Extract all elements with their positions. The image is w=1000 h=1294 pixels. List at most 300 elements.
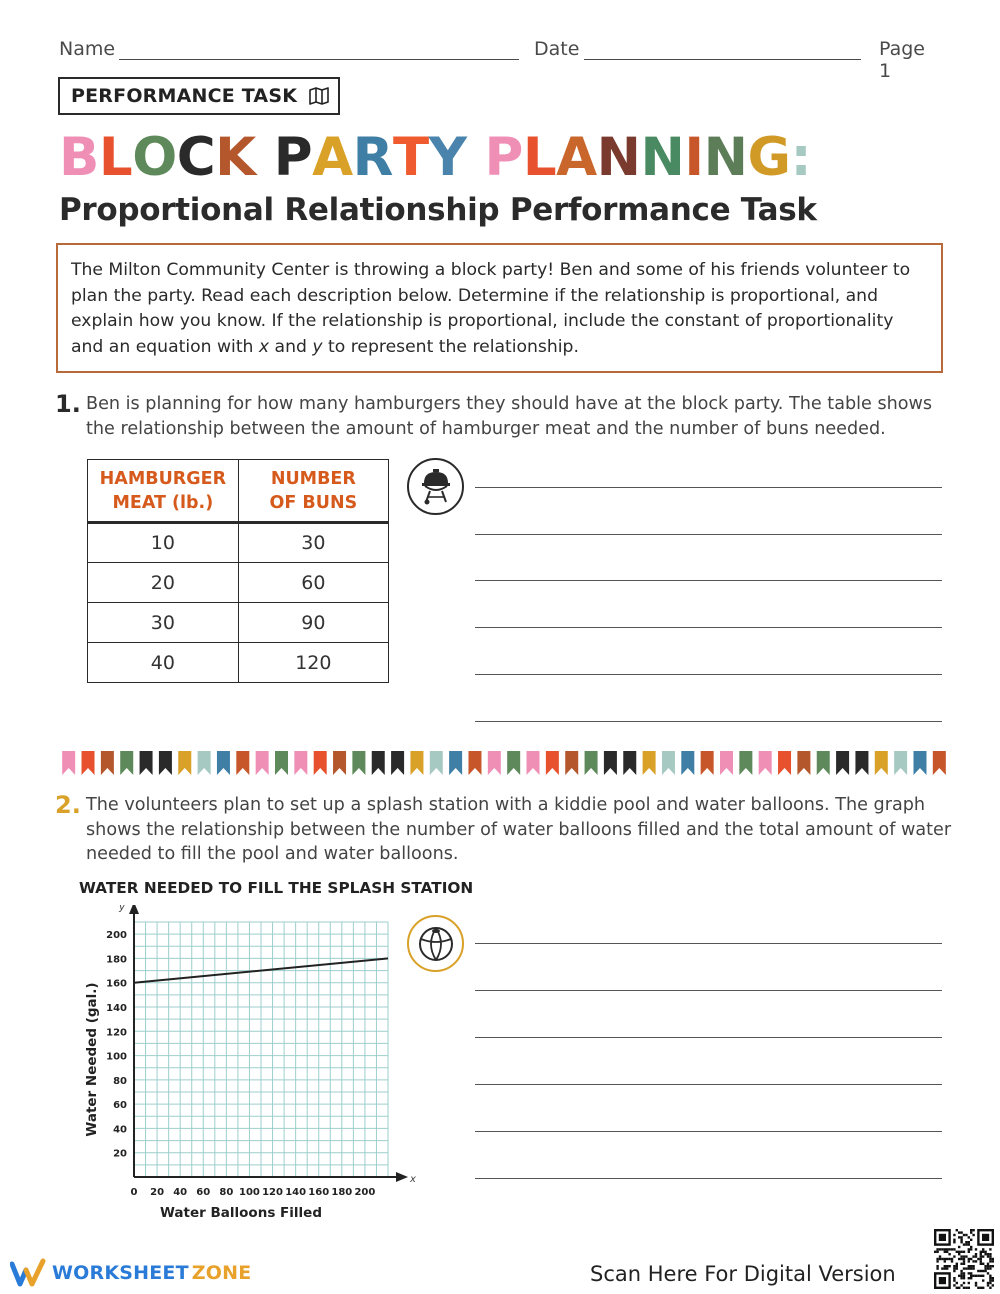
- bunting-flag: [468, 751, 481, 775]
- qr-module: [975, 1255, 977, 1257]
- question-2-text: The volunteers plan to set up a splash station with a kiddie pool and water balloons. The graph shows the relationship between the number of water balloons filled and the total amount of water needed to fill the pool and water balloons.: [86, 795, 952, 864]
- title-letter: N: [596, 127, 641, 188]
- qr-module: [982, 1251, 984, 1253]
- map-icon: [309, 87, 329, 105]
- qr-module: [934, 1251, 936, 1253]
- qr-module: [953, 1267, 955, 1269]
- qr-module: [963, 1267, 965, 1269]
- qr-module: [944, 1267, 946, 1269]
- title-letter: K: [215, 127, 256, 188]
- y-tick-label: 140: [106, 1003, 127, 1014]
- qr-module: [989, 1277, 991, 1279]
- answer-line[interactable]: [475, 487, 942, 488]
- qr-module: [977, 1287, 979, 1289]
- title-letter: P: [484, 127, 523, 188]
- qr-module: [939, 1248, 941, 1250]
- qr-module: [992, 1265, 994, 1267]
- qr-module: [960, 1255, 962, 1257]
- qr-module: [953, 1248, 955, 1250]
- qr-module: [948, 1248, 950, 1250]
- qr-module: [953, 1239, 955, 1241]
- qr-module: [982, 1279, 984, 1281]
- qr-module: [989, 1255, 991, 1257]
- qr-module: [989, 1287, 991, 1289]
- qr-finder: [982, 1234, 989, 1241]
- qr-module: [977, 1275, 979, 1277]
- qr-module: [968, 1265, 970, 1267]
- qr-module: [968, 1272, 970, 1274]
- qr-module: [941, 1248, 943, 1250]
- instructions-box: [56, 243, 943, 373]
- qr-module: [970, 1277, 972, 1279]
- qr-module: [970, 1229, 972, 1231]
- qr-module: [975, 1282, 977, 1284]
- title-word: [59, 127, 256, 188]
- qr-module: [989, 1267, 991, 1269]
- qr-module: [980, 1251, 982, 1253]
- qr-module: [977, 1258, 979, 1260]
- answer-line[interactable]: [475, 990, 942, 991]
- bunting-flag: [236, 751, 249, 775]
- x-axis-letter: x: [410, 1174, 416, 1185]
- qr-module: [948, 1265, 950, 1267]
- x-tick-label: 40: [173, 1187, 188, 1198]
- qr-module: [960, 1239, 962, 1241]
- answer-line[interactable]: [475, 674, 942, 675]
- qr-module: [958, 1251, 960, 1253]
- qr-module: [953, 1241, 955, 1243]
- qr-module: [972, 1267, 974, 1269]
- qr-module: [970, 1272, 972, 1274]
- title-letter: L: [522, 127, 557, 188]
- title-letter: N: [640, 127, 685, 188]
- table-row: 20 60: [88, 563, 389, 603]
- qr-module: [965, 1267, 967, 1269]
- bunting-flag: [333, 751, 346, 775]
- table-row: 40 120: [88, 643, 389, 683]
- qr-module: [992, 1258, 994, 1260]
- worksheet-zone-logo[interactable]: [10, 1258, 251, 1288]
- title-letter: B: [59, 127, 99, 188]
- qr-finder: [939, 1277, 946, 1284]
- qr-module: [977, 1270, 979, 1272]
- qr-code-icon[interactable]: [934, 1229, 994, 1289]
- bunting-flag: [352, 751, 365, 775]
- qr-module: [982, 1270, 984, 1272]
- x-tick-label: 140: [285, 1187, 307, 1198]
- bunting-flag: [217, 751, 230, 775]
- qr-module: [965, 1234, 967, 1236]
- title-letter: R: [352, 127, 393, 188]
- qr-module: [960, 1275, 962, 1277]
- name-label: Name: [59, 38, 116, 60]
- qr-module: [936, 1248, 938, 1250]
- title-word: [274, 127, 467, 188]
- title-letter: C: [176, 127, 216, 188]
- qr-module: [982, 1275, 984, 1277]
- bunting-flag: [294, 751, 307, 775]
- qr-module: [984, 1253, 986, 1255]
- worksheet-zone-logo-icon: [10, 1258, 46, 1288]
- qr-module: [968, 1282, 970, 1284]
- y-tick-label: 60: [113, 1100, 127, 1112]
- bunting-flag: [410, 751, 423, 775]
- chart-title: WATER NEEDED TO FILL THE SPLASH STATION: [79, 879, 474, 897]
- qr-module: [975, 1260, 977, 1262]
- qr-module: [975, 1284, 977, 1286]
- tag-label: PERFORMANCE TASK: [71, 85, 298, 107]
- qr-module: [970, 1246, 972, 1248]
- y-tick-label: 200: [106, 930, 127, 942]
- qr-module: [992, 1277, 994, 1279]
- table-row: 30 90: [88, 603, 389, 643]
- qr-module: [972, 1260, 974, 1262]
- table-header-buns: NUMBER OF BUNS: [238, 460, 388, 523]
- qr-module: [989, 1253, 991, 1255]
- qr-module: [970, 1267, 972, 1269]
- qr-module: [972, 1255, 974, 1257]
- qr-module: [953, 1277, 955, 1279]
- bunting-flag: [701, 751, 714, 775]
- qr-module: [989, 1265, 991, 1267]
- bunting-flag: [662, 751, 675, 775]
- qr-module: [987, 1284, 989, 1286]
- x-axis-arrow: [396, 1172, 408, 1182]
- y-axis-arrow: [129, 905, 139, 914]
- intro-x: x: [258, 336, 270, 357]
- title-word: [484, 127, 811, 188]
- qr-module: [960, 1236, 962, 1238]
- qr-module: [984, 1265, 986, 1267]
- qr-module: [958, 1246, 960, 1248]
- x-tick-label: 0: [130, 1187, 138, 1198]
- question-1-number: 1.: [55, 390, 81, 418]
- qr-module: [951, 1260, 953, 1262]
- qr-module: [965, 1243, 967, 1245]
- beach-ball-icon: [407, 915, 464, 972]
- qr-module: [965, 1255, 967, 1257]
- answer-line[interactable]: [475, 580, 942, 581]
- bunting-flag: [739, 751, 752, 775]
- qr-module: [989, 1275, 991, 1277]
- qr-module: [939, 1255, 941, 1257]
- y-tick-label: 20: [113, 1148, 127, 1160]
- qr-module: [963, 1282, 965, 1284]
- y-tick-label: 160: [106, 978, 127, 990]
- qr-module: [946, 1248, 948, 1250]
- date-label: Date: [534, 38, 580, 60]
- qr-module: [963, 1258, 965, 1260]
- qr-module: [989, 1279, 991, 1281]
- bunting-flag: [759, 751, 772, 775]
- qr-module: [980, 1260, 982, 1262]
- answer-line[interactable]: [475, 1037, 942, 1038]
- qr-module: [944, 1265, 946, 1267]
- qr-module: [989, 1248, 991, 1250]
- qr-module: [956, 1251, 958, 1253]
- qr-module: [944, 1248, 946, 1250]
- qr-module: [958, 1231, 960, 1233]
- qr-module: [956, 1229, 958, 1231]
- qr-module: [984, 1251, 986, 1253]
- qr-module: [936, 1258, 938, 1260]
- page-title: [59, 127, 889, 189]
- x-tick-label: 200: [354, 1187, 376, 1198]
- bunting-flag: [875, 751, 888, 775]
- qr-module: [953, 1270, 955, 1272]
- qr-module: [970, 1231, 972, 1233]
- qr-module: [946, 1265, 948, 1267]
- bunting-flag: [391, 751, 404, 775]
- qr-module: [960, 1241, 962, 1243]
- qr-module: [953, 1284, 955, 1286]
- qr-module: [958, 1258, 960, 1260]
- qr-module: [944, 1251, 946, 1253]
- qr-module: [951, 1248, 953, 1250]
- qr-module: [965, 1287, 967, 1289]
- x-tick-label: 180: [331, 1187, 353, 1198]
- qr-module: [958, 1287, 960, 1289]
- performance-task-tag: [58, 77, 340, 115]
- y-tick-label: 180: [106, 954, 127, 966]
- qr-module: [968, 1277, 970, 1279]
- bunting-flag: [797, 751, 810, 775]
- qr-module: [963, 1287, 965, 1289]
- answer-line[interactable]: [475, 1084, 942, 1085]
- title-letter: O: [132, 127, 177, 188]
- bunting-flag: [546, 751, 559, 775]
- qr-module: [968, 1248, 970, 1250]
- bunting-flag: [314, 751, 327, 775]
- qr-module: [980, 1253, 982, 1255]
- bunting-flag: [256, 751, 269, 775]
- x-tick-label: 160: [308, 1187, 330, 1198]
- bunting-flag: [894, 751, 907, 775]
- qr-module: [958, 1236, 960, 1238]
- intro-y: y: [312, 336, 323, 357]
- qr-module: [992, 1284, 994, 1286]
- bunting-flag: [159, 751, 172, 775]
- qr-module: [968, 1251, 970, 1253]
- answer-line[interactable]: [475, 534, 942, 535]
- x-axis-label: Water Balloons Filled: [160, 1205, 322, 1221]
- page-label: Page 1: [879, 38, 925, 82]
- x-tick-label: 120: [262, 1187, 283, 1198]
- qr-module: [968, 1260, 970, 1262]
- qr-module: [951, 1258, 953, 1260]
- answer-line[interactable]: [475, 1131, 942, 1132]
- qr-module: [963, 1275, 965, 1277]
- answer-line[interactable]: [475, 721, 942, 722]
- table-row: 10 30: [88, 523, 389, 563]
- y-tick-label: 80: [113, 1075, 127, 1087]
- qr-module: [960, 1270, 962, 1272]
- qr-module: [987, 1255, 989, 1257]
- page-subtitle: Proportional Relationship Performance Task: [59, 192, 817, 228]
- bunting-flag: [817, 751, 830, 775]
- answer-line[interactable]: [475, 627, 942, 628]
- qr-module: [956, 1263, 958, 1265]
- bunting-flag: [62, 751, 75, 775]
- bunting-flag: [101, 751, 114, 775]
- title-letter: I: [684, 127, 704, 188]
- qr-module: [960, 1272, 962, 1274]
- bunting-flag: [120, 751, 133, 775]
- intro-text-2: to represent the relationship.: [322, 336, 579, 357]
- title-letter: A: [556, 127, 597, 188]
- qr-module: [980, 1275, 982, 1277]
- qr-module: [963, 1277, 965, 1279]
- qr-module: [941, 1258, 943, 1260]
- x-tick-label: 80: [219, 1187, 234, 1198]
- qr-module: [975, 1275, 977, 1277]
- qr-module: [936, 1265, 938, 1267]
- qr-module: [960, 1284, 962, 1286]
- qr-module: [963, 1263, 965, 1265]
- header-row: [59, 38, 941, 82]
- qr-module: [984, 1270, 986, 1272]
- title-letter: T: [392, 127, 429, 188]
- intro-text-1: The Milton Community Center is throwing a block party! Ben and some of his friends volunteer to plan the party. Read each description below. Determine if the relationship is proportional, and explain how you know. If the relationship is proportional, include the constant of proportionality and an equation with: [71, 260, 911, 357]
- qr-module: [987, 1263, 989, 1265]
- qr-module: [970, 1239, 972, 1241]
- qr-module: [960, 1258, 962, 1260]
- qr-module: [946, 1258, 948, 1260]
- qr-module: [939, 1258, 941, 1260]
- qr-module: [972, 1234, 974, 1236]
- qr-module: [956, 1267, 958, 1269]
- bunting-flag: [430, 751, 443, 775]
- x-tick-label: 100: [239, 1187, 260, 1198]
- qr-module: [970, 1265, 972, 1267]
- qr-module: [956, 1265, 958, 1267]
- title-letter: L: [98, 127, 133, 188]
- qr-module: [989, 1282, 991, 1284]
- qr-module: [963, 1272, 965, 1274]
- bunting-flag: [643, 751, 656, 775]
- qr-module: [975, 1248, 977, 1250]
- qr-module: [982, 1248, 984, 1250]
- bunting-flag: [372, 751, 385, 775]
- y-axis-letter: y: [119, 905, 125, 913]
- qr-module: [960, 1251, 962, 1253]
- hamburger-table: [87, 459, 389, 683]
- bunting-flag: [623, 751, 636, 775]
- name-line[interactable]: [119, 59, 519, 60]
- grill-icon: [407, 458, 464, 515]
- qr-module: [960, 1231, 962, 1233]
- bunting-flag: [178, 751, 191, 775]
- qr-module: [972, 1265, 974, 1267]
- qr-module: [972, 1275, 974, 1277]
- qr-module: [968, 1243, 970, 1245]
- qr-module: [963, 1260, 965, 1262]
- x-tick-label: 60: [196, 1187, 211, 1198]
- bunting-flag: [565, 751, 578, 775]
- bunting-flag: [507, 751, 520, 775]
- bunting-flag: [778, 751, 791, 775]
- bunting-flag: [585, 751, 598, 775]
- qr-module: [960, 1263, 962, 1265]
- qr-module: [987, 1267, 989, 1269]
- qr-module: [963, 1243, 965, 1245]
- qr-module: [963, 1251, 965, 1253]
- qr-module: [968, 1258, 970, 1260]
- qr-module: [987, 1272, 989, 1274]
- qr-module: [975, 1253, 977, 1255]
- y-tick-label: 100: [106, 1051, 127, 1063]
- qr-module: [987, 1253, 989, 1255]
- qr-module: [956, 1282, 958, 1284]
- qr-module: [946, 1251, 948, 1253]
- qr-module: [944, 1260, 946, 1262]
- title-letter: G: [747, 127, 791, 188]
- qr-module: [980, 1287, 982, 1289]
- title-letter: Y: [428, 127, 467, 188]
- title-letter: N: [703, 127, 748, 188]
- qr-module: [984, 1267, 986, 1269]
- bunting-flag: [527, 751, 540, 775]
- qr-module: [987, 1265, 989, 1267]
- qr-module: [987, 1282, 989, 1284]
- bunting-divider: [59, 751, 949, 775]
- qr-module: [968, 1236, 970, 1238]
- qr-module: [968, 1241, 970, 1243]
- qr-module: [989, 1260, 991, 1262]
- qr-module: [992, 1260, 994, 1262]
- qr-module: [948, 1258, 950, 1260]
- qr-module: [944, 1258, 946, 1260]
- qr-module: [980, 1263, 982, 1265]
- qr-module: [992, 1279, 994, 1281]
- qr-module: [980, 1270, 982, 1272]
- answer-line[interactable]: [475, 943, 942, 944]
- qr-module: [963, 1234, 965, 1236]
- x-tick-label: 20: [150, 1187, 165, 1198]
- qr-module: [958, 1253, 960, 1255]
- qr-module: [970, 1248, 972, 1250]
- date-line[interactable]: [584, 59, 861, 60]
- title-letter: P: [273, 127, 313, 188]
- qr-module: [941, 1267, 943, 1269]
- bunting-flag: [855, 751, 868, 775]
- qr-module: [936, 1260, 938, 1262]
- question-2-number: 2.: [55, 791, 81, 819]
- bunting-flag: [82, 751, 95, 775]
- answer-line[interactable]: [475, 1178, 942, 1179]
- qr-module: [936, 1251, 938, 1253]
- bunting-flag: [681, 751, 694, 775]
- brand-worksheet: WORKSHEET: [52, 1262, 189, 1284]
- qr-module: [953, 1279, 955, 1281]
- qr-module: [936, 1267, 938, 1269]
- qr-module: [963, 1255, 965, 1257]
- qr-module: [965, 1241, 967, 1243]
- qr-module: [946, 1267, 948, 1269]
- qr-module: [982, 1255, 984, 1257]
- qr-module: [953, 1265, 955, 1267]
- water-chart: [78, 905, 418, 1225]
- bunting-flag: [604, 751, 617, 775]
- qr-module: [960, 1277, 962, 1279]
- y-tick-label: 40: [113, 1124, 127, 1136]
- qr-module: [968, 1287, 970, 1289]
- qr-module: [968, 1267, 970, 1269]
- bunting-flag: [198, 751, 211, 775]
- qr-module: [953, 1255, 955, 1257]
- brand-zone: ZONE: [191, 1262, 252, 1284]
- qr-finder: [939, 1234, 946, 1241]
